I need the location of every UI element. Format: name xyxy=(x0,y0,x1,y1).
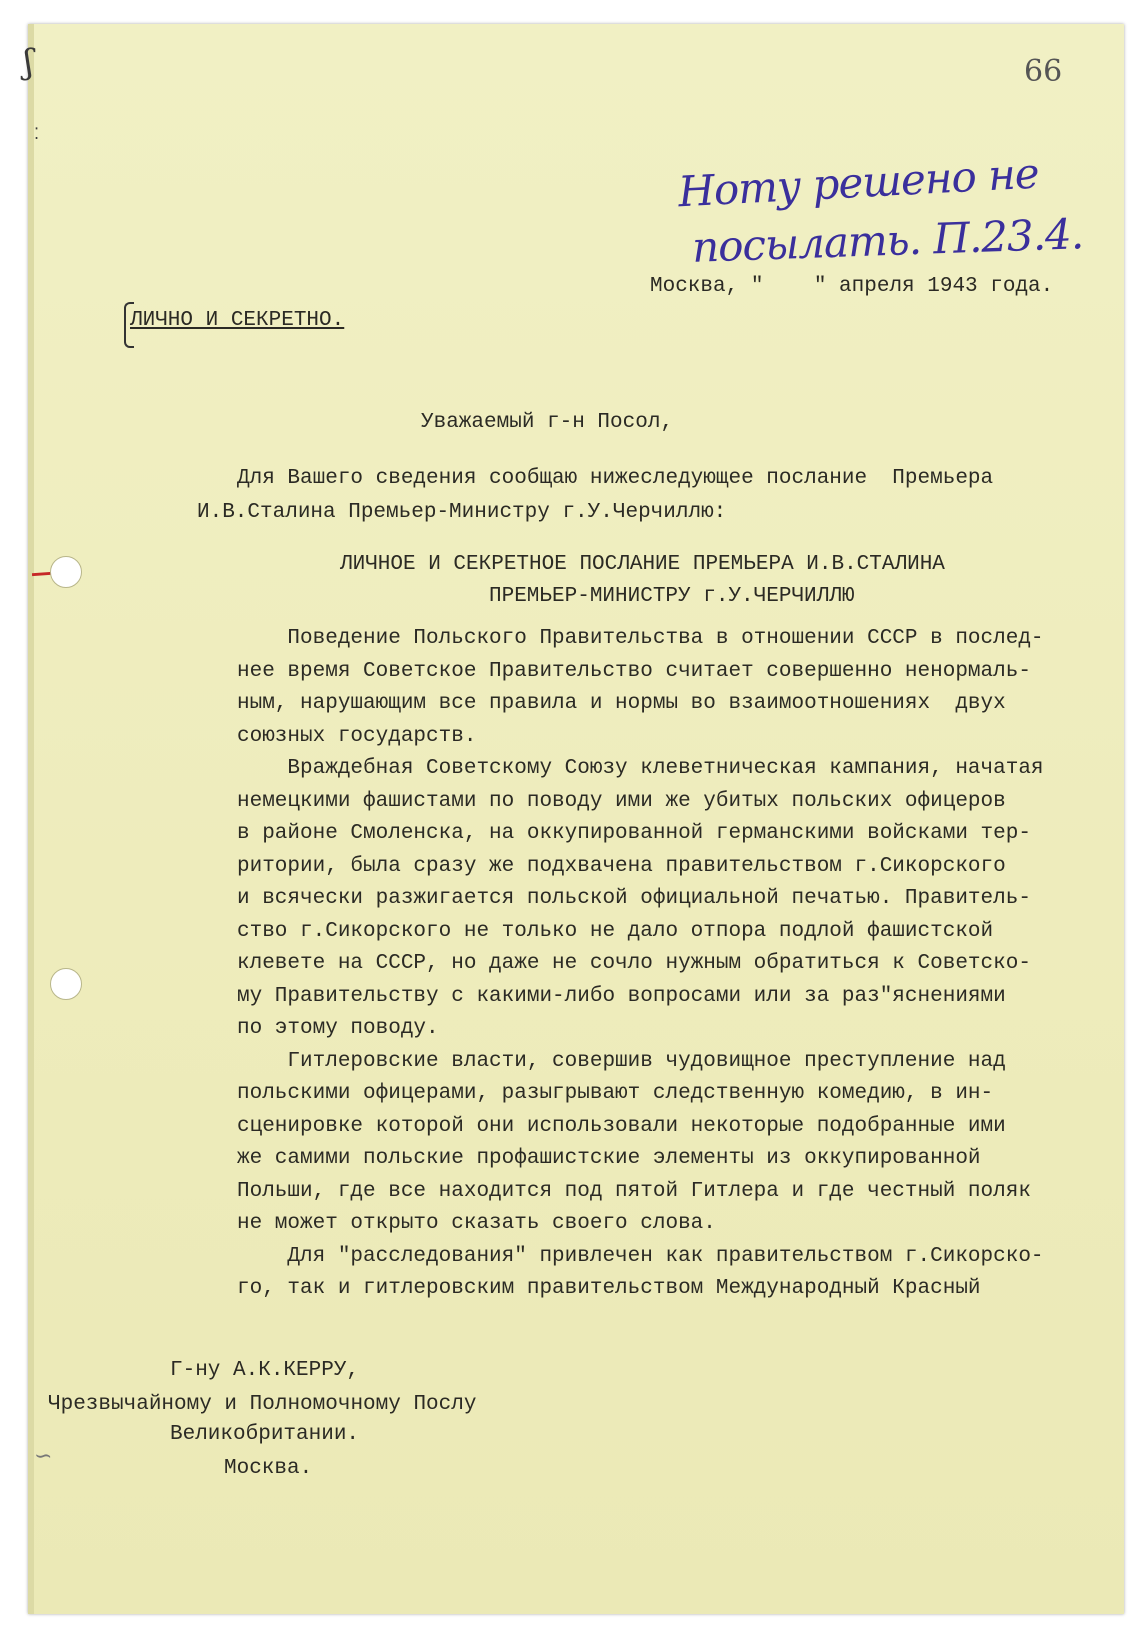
intro-line: Для Вашего сведения сообщаю нижеследующее послание Премьера xyxy=(237,467,994,490)
body-line: ритории, была сразу же подхвачена правительством г.Сикорского xyxy=(237,854,1006,878)
margin-scribble-mark: ∽ xyxy=(34,1444,53,1469)
body-line: не может открыто сказать своего слова. xyxy=(237,1212,716,1235)
page-number: 66 xyxy=(1024,54,1063,89)
addressee-city: Москва. xyxy=(224,1457,313,1480)
body-line: Гитлеровские власти, совершив чудовищное преступление над xyxy=(237,1049,1006,1073)
body-line: клевете на СССР, но даже не сочло нужным обратиться к Советско- xyxy=(237,952,1031,975)
page-edge xyxy=(28,24,34,1614)
body-line: и всячески разжигается польской официальной печатью. Правитель- xyxy=(237,887,1031,910)
body-line: сценировке которой они использовали некоторые подобранные ими xyxy=(237,1114,1006,1138)
addressee-title: Чрезвычайному и Полномочному Послу xyxy=(48,1393,477,1416)
body-line: Для "расследования" привлечен как правительством г.Сикорско- xyxy=(237,1244,1044,1268)
addressee-name: Г-ну А.К.КЕРРУ, xyxy=(170,1359,360,1382)
margin-dots: ⁚ xyxy=(34,124,40,143)
body-line: го, так и гитлеровским правительством Международный Красный xyxy=(237,1277,981,1300)
body-line: Враждебная Советскому Союзу клеветническая кампания, начатая xyxy=(237,757,1044,780)
body-line: ным, нарушающим все правила и нормы во взаимоотношениях двух xyxy=(237,692,1006,715)
punch-hole-bottom xyxy=(50,968,82,1000)
body-line: ство г.Сикорского не только не дало отпора подлой фашистской xyxy=(237,919,994,943)
message-title-line2: ПРЕМЬЕР-МИНИСТРУ г.У.ЧЕРЧИЛЛЮ xyxy=(489,585,855,608)
punch-hole-top xyxy=(50,556,82,588)
body-line: же самими польские профашистские элементы из оккупированной xyxy=(237,1147,981,1170)
body-line: польскими офицерами, разыгрывают следственную комедию, в ин- xyxy=(237,1082,994,1105)
body-line: Поведение Польского Правительства в отношении СССР в послед- xyxy=(237,627,1044,650)
body-line: по этому поводу. xyxy=(237,1017,439,1040)
message-title-line1: ЛИЧНОЕ И СЕКРЕТНОЕ ПОСЛАНИЕ ПРЕМЬЕРА И.В.СТАЛИНА xyxy=(340,553,945,576)
addressee-country: Великобритании. xyxy=(170,1423,360,1446)
body-line: немецкими фашистами по поводу ими же убитых польских офицеров xyxy=(237,789,1006,813)
date-line: Москва, " " апреля 1943 года. xyxy=(650,275,1054,298)
document-page xyxy=(24,24,1124,1614)
body-line: му Правительству с какими-либо вопросами или за раз"яснениями xyxy=(237,984,1006,1008)
corner-pencil-mark: ʃ xyxy=(24,42,34,82)
body-line: союзных государств. xyxy=(237,724,477,748)
body-line: нее время Советское Правительство считает совершенно ненормаль- xyxy=(237,659,1031,683)
handwritten-note-line1: Ноту решено не xyxy=(676,148,1040,217)
salutation: Уважаемый г-н Посол, xyxy=(421,411,674,434)
classification-label: ЛИЧНО И СЕКРЕТНО. xyxy=(130,309,345,332)
body-line: Польши, где все находится под пятой Гитлера и где честный поляк xyxy=(237,1179,1031,1203)
intro-line: И.В.Сталина Премьер-Министру г.У.Черчиллю: xyxy=(197,501,727,524)
body-line: в районе Смоленска, на оккупированной германскими войсками тер- xyxy=(237,822,1031,845)
handwritten-note-line2: посылать. П.23.4. xyxy=(691,209,1084,272)
